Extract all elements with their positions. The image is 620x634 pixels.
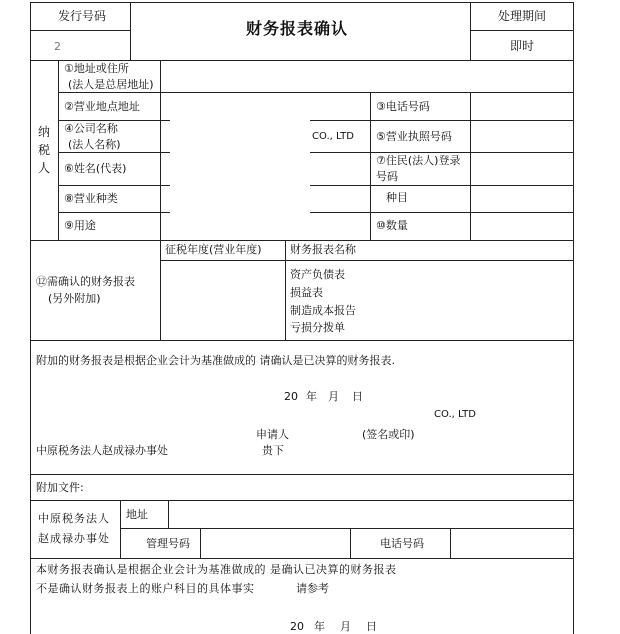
office-phone-label: 电话号码 [380, 537, 424, 550]
list-item: 资产负债表 [290, 268, 345, 281]
footer-note-suffix: 请参考 [296, 582, 329, 595]
address-label: ①地址或住所 [64, 62, 129, 75]
honorific-label: 贵下 [262, 444, 284, 457]
company-name-label-note: (法人名称) [68, 138, 121, 151]
business-license-label: ⑤营业执照号码 [376, 130, 452, 143]
footer-note-line1: 本财务报表确认是根据企业会计为基准做成的 是确认已决算的财务报表 [36, 563, 397, 576]
processing-period-label: 处理期间 [498, 9, 547, 23]
company-name-value: CO., LTD [312, 131, 354, 142]
business-place-label: ②营业地点地址 [64, 100, 140, 113]
applicant-label: 申请人 [256, 428, 289, 441]
processing-period-value: 即时 [510, 39, 535, 53]
attachment-label: 附加文件: [36, 481, 84, 494]
resident-registration-label-2: 号码 [376, 170, 398, 183]
list-item: 亏损分拨单 [290, 321, 345, 334]
list-item: 制造成本报告 [290, 304, 356, 317]
purpose-label: ⑨用途 [64, 219, 96, 232]
office-name-2: 赵成禄办事处 [38, 532, 110, 545]
office-address-label: 地址 [126, 508, 148, 521]
resident-registration-label: ⑦住民(法人)登录 [376, 154, 461, 167]
address-label-note: (法人是总居地址) [68, 78, 154, 91]
statements-row-note: (另外附加) [48, 292, 101, 305]
representative-name-label: ⑥姓名(代表) [64, 162, 127, 175]
office-name: 中原税务法人 [38, 512, 110, 525]
company-name-label: ④公司名称 [64, 122, 118, 135]
declaration-text: 附加的财务报表是根据企业会计为基准做成的 请确认是已决算的财务报表. [36, 354, 395, 367]
page-title: 财务报表确认 [246, 19, 349, 38]
quantity-label: ⑩数量 [376, 219, 408, 232]
applicant-company: CO., LTD [434, 409, 476, 420]
tax-office-label: 中原税务法人赵成禄办事处 [36, 444, 168, 457]
management-number-label: 管理号码 [146, 537, 190, 550]
footer-note-line2: 不是确认财务报表上的账户科目的具体事实 [36, 582, 255, 595]
redaction-area [170, 95, 310, 240]
list-item: 损益表 [290, 286, 323, 299]
business-type-label: ⑧营业种类 [64, 192, 118, 205]
signature-label: (签名或印) [362, 428, 415, 441]
issue-number-value: 2 [54, 40, 61, 53]
statements-row-label: ⑫需确认的财务报表 [36, 275, 135, 288]
statement-name-header: 财务报表名称 [290, 243, 356, 256]
category-label: 种目 [386, 191, 408, 204]
issue-number-label: 发行号码 [58, 9, 107, 23]
tax-year-header: 征税年度(营业年度) [165, 243, 262, 256]
phone-label: ③电话号码 [376, 100, 430, 113]
